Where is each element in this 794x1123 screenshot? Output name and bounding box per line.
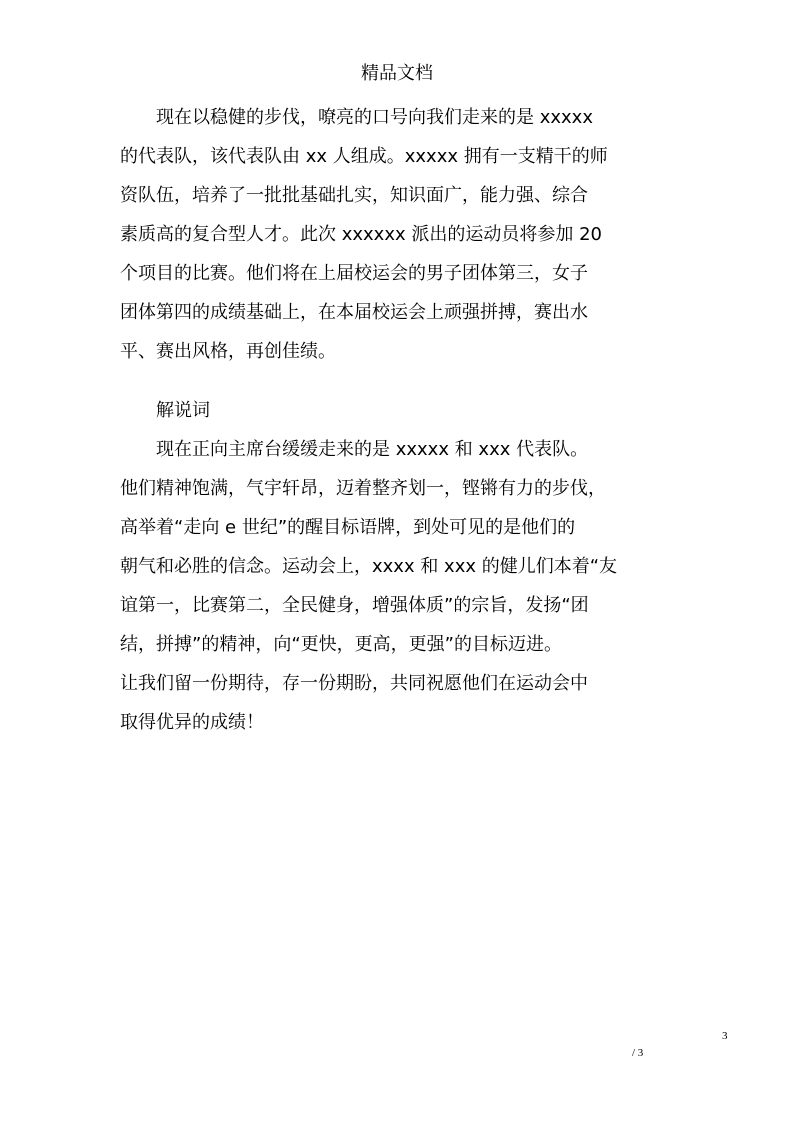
page-number: 3 <box>722 1030 728 1042</box>
text-line: 现在以稳健的步伐，嘹亮的口号向我们走来的是 xxxxx <box>120 107 593 128</box>
text-line: 资队伍，培养了一批批基础扎实，知识面广，能力强、综合 <box>120 185 588 206</box>
text-line: 取得优异的成绩！ <box>120 712 264 733</box>
text-line: 谊第一，比赛第二，全民健身，增强体质”的宗旨，发扬“团 <box>120 595 589 616</box>
text-line: 让我们留一份期待，存一份期盼，共同祝愿他们在运动会中 <box>120 673 588 694</box>
page-header: 精品文档 <box>361 63 433 84</box>
text-line: 个项目的比赛。他们将在上届校运会的男子团体第三，女子 <box>120 263 588 284</box>
text-line: 的代表队，该代表队由 xx 人组成。xxxxx 拥有一支精干的师 <box>120 146 608 167</box>
text-line: 团体第四的成绩基础上，在本届校运会上顽强拼搏，赛出水 <box>120 302 588 323</box>
text-line: 素质高的复合型人才。此次 xxxxxx 派出的运动员将参加 20 <box>120 224 602 245</box>
text-line: 平、赛出风格，再创佳绩。 <box>120 341 336 362</box>
text-line: 他们精神饱满，气宇轩昂，迈着整齐划一，铿锵有力的步伐， <box>120 478 606 499</box>
text-line: 朝气和必胜的信念。运动会上，xxxx 和 xxx 的健儿们本着“友 <box>120 556 618 577</box>
text-line: 高举着“走向 e 世纪”的醒目标语牌，到处可见的是他们的 <box>120 517 576 538</box>
section-heading: 解说词 <box>120 400 210 421</box>
text-line: 现在正向主席台缓缓走来的是 xxxxx 和 xxx 代表队。 <box>120 439 589 460</box>
text-line: 结，拼搏”的精神，向“更快，更高，更强”的目标迈进。 <box>120 634 562 655</box>
page-footer: / 3 <box>632 1047 644 1059</box>
